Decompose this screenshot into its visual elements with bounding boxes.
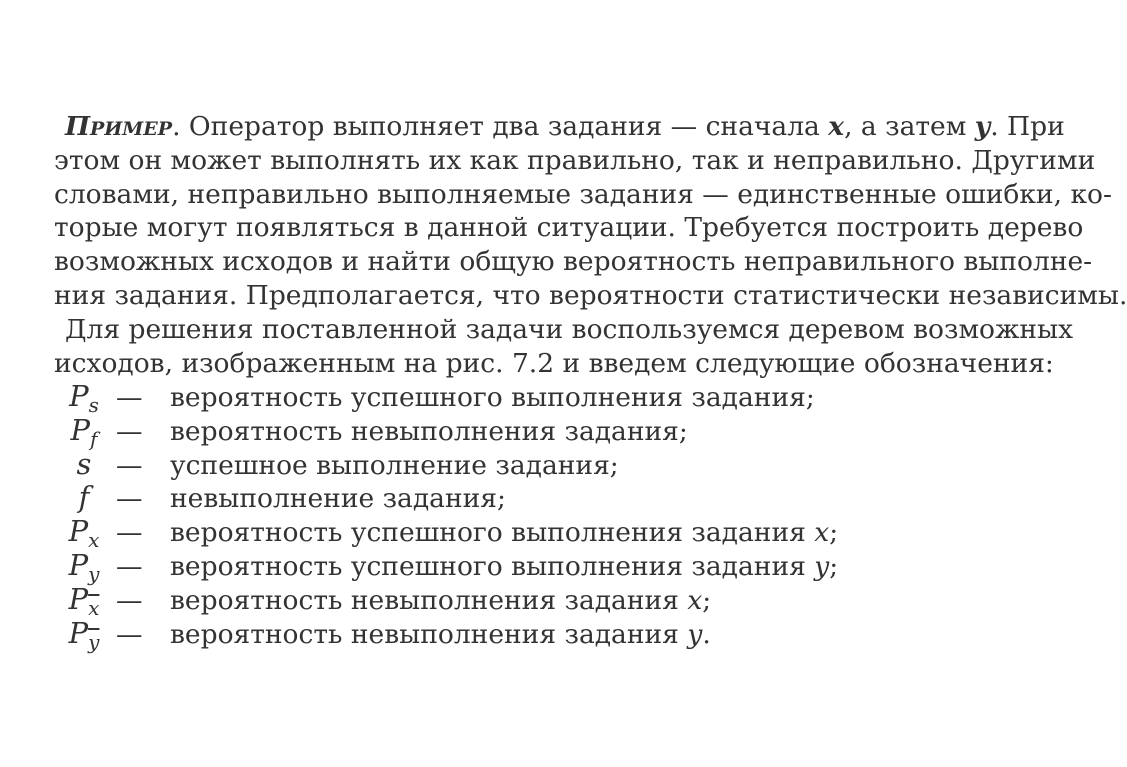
definition-row: [54, 481, 954, 515]
definition-text: [170, 516, 838, 550]
definition-text: [170, 449, 619, 483]
definition-text: [170, 415, 688, 449]
symbol: [54, 448, 114, 482]
definition-row: [54, 412, 954, 451]
dash: —: [116, 550, 143, 582]
definitions-list: [54, 379, 954, 654]
definition-row: [54, 547, 954, 586]
symbol-sub: x: [88, 595, 100, 620]
var-y: y: [974, 111, 991, 142]
symbol: [54, 615, 114, 654]
text-span: вероятность невыполнения задания: [170, 584, 688, 616]
symbol: [54, 481, 114, 515]
symbol-sub: f: [90, 426, 98, 451]
var: y: [687, 618, 703, 650]
definition-text: [170, 381, 815, 415]
symbol: [54, 514, 114, 553]
text-span: вероятность успешного выполнения задания: [170, 550, 815, 582]
definition-row: [54, 615, 954, 654]
symbol-sub: y: [88, 629, 100, 654]
dash: —: [116, 449, 143, 481]
symbol-sub: x: [88, 528, 100, 553]
symbol-base: P: [68, 547, 89, 582]
text-span: вероятность успешного выполнения задания: [170, 517, 815, 549]
dash: —: [116, 517, 143, 549]
paragraph1-line6: ния задания. Предполагается, что вероятности статистически независимы.: [54, 279, 1127, 311]
text-span: успешное выполнение задания;: [170, 449, 619, 481]
paragraph2-line1: Для решения поставленной задачи воспользуемся деревом возможных: [65, 313, 1074, 345]
paragraph1-line4: торые могут появляться в данной ситуации. Требуется построить дерево: [54, 212, 1084, 244]
symbol-base: P: [70, 412, 91, 447]
text-span: , а затем: [844, 111, 975, 142]
symbol-base: P: [69, 379, 89, 413]
dash: —: [116, 584, 143, 616]
text-span: невыполнение задания;: [170, 483, 506, 515]
text-span: вероятность невыполнения задания: [170, 618, 688, 650]
punct: ;: [829, 550, 839, 582]
text-span: . При: [990, 111, 1065, 142]
dash: —: [116, 483, 143, 515]
definition-text: [170, 618, 711, 652]
symbol-base: P: [68, 581, 89, 616]
example-lead: Пример: [65, 111, 173, 142]
paragraph1-line2: этом он может выполнять их как правильно, так и неправильно. Другими: [54, 144, 1096, 176]
definition-row: [54, 581, 954, 620]
var: x: [687, 584, 703, 616]
symbol: [54, 581, 114, 620]
paragraph1-line3: словами, неправильно выполняемые задания — единственные ошибки, ко-: [54, 178, 1112, 210]
paragraph1-line5: возможных исходов и найти общую вероятность неправильного выполне-: [54, 246, 1093, 278]
definition-text: [170, 550, 838, 584]
var: y: [814, 550, 830, 582]
var-x: x: [828, 111, 845, 142]
punct: ;: [829, 517, 839, 549]
dash: —: [116, 415, 143, 447]
definition-row: [54, 379, 954, 417]
punct: .: [702, 618, 711, 650]
punct: ;: [702, 584, 712, 616]
symbol-sub: y: [88, 561, 100, 586]
text-span: вероятность невыполнения задания;: [170, 415, 688, 447]
definition-text: [170, 482, 506, 516]
symbol: [54, 412, 114, 451]
text-span: вероятность успешного выполнения задания;: [170, 382, 815, 413]
definition-row: [54, 448, 954, 482]
symbol-base: P: [68, 615, 89, 650]
symbol: [54, 547, 114, 586]
symbol-base: s: [76, 446, 92, 481]
dash: —: [116, 382, 143, 413]
text-span: . Оператор выполняет два задания — сначала: [172, 111, 829, 142]
definition-text: [170, 584, 711, 618]
var: x: [814, 517, 830, 549]
paragraph2-line2: исходов, изображенным на рис. 7.2 и введем следующие обозначения:: [54, 347, 1054, 379]
dash: —: [116, 618, 143, 650]
symbol-base: P: [68, 514, 89, 549]
example-text: [54, 110, 1127, 380]
symbol: [54, 379, 114, 417]
paragraph1-line1: [54, 110, 1065, 144]
symbol-base: f: [78, 480, 90, 515]
symbol-sub: s: [88, 393, 99, 417]
definition-row: [54, 514, 954, 553]
